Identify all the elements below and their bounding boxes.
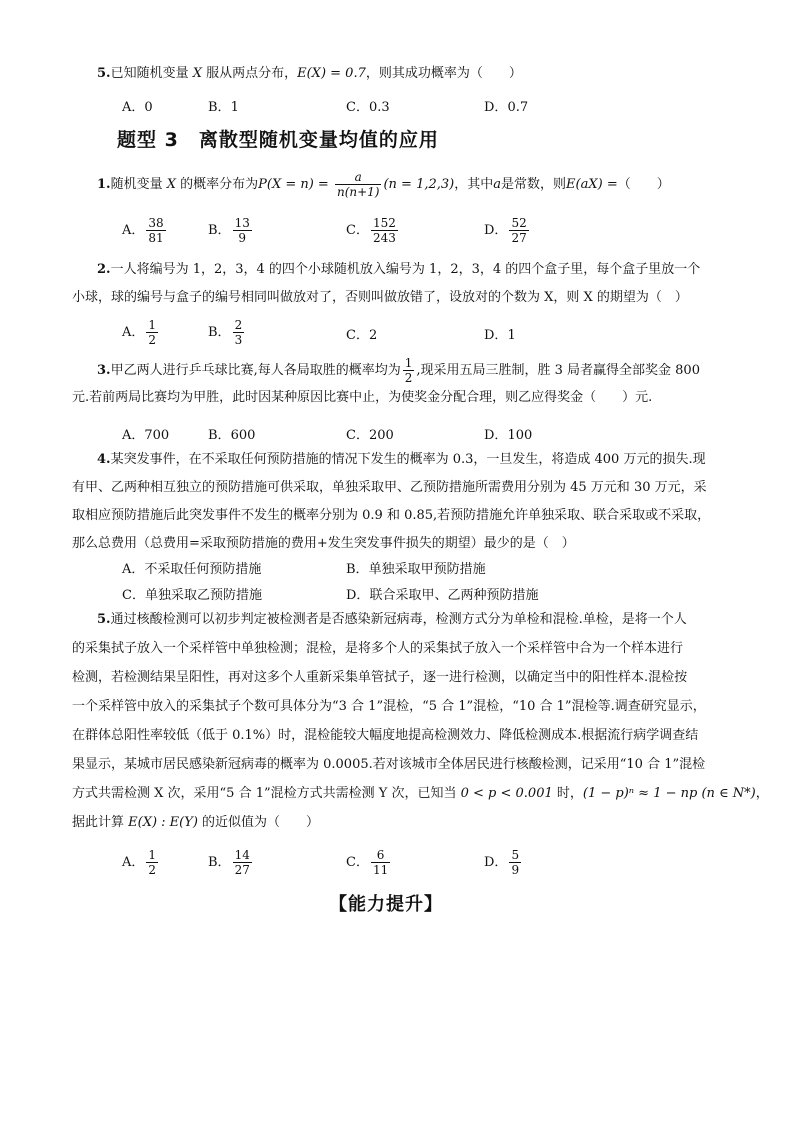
question-text: 一人将编号为 1，2，3，4 的四个小球随机放入编号为 1，2，3，4 的四个盒子里，每个盒子里放一个 — [110, 262, 701, 277]
fraction: $\frac{1}{2}$ — [404, 356, 413, 385]
question-text: 服从两点分布， — [201, 66, 298, 81]
question-5b — [72, 605, 769, 837]
option-c: C．单独采取乙预防措施 — [122, 588, 262, 603]
option-d: D．100 — [484, 428, 533, 443]
question-text: 检测，若检测结果呈阳性，再对这多个人重新采集单管拭子，逐一进行检测，以确定当中的阳性样本.混检按 — [72, 670, 688, 685]
question-number: 4. — [97, 452, 111, 467]
option-c: C．200 — [346, 428, 394, 443]
option-a: A．0 — [122, 100, 153, 115]
question-text: 那么总费用（总费用=采取预防措施的费用+发生突发事件损失的期望）最少的是（ ） — [72, 536, 575, 551]
question-number: 2. — [97, 262, 111, 277]
option-c: C．0.3 — [346, 100, 390, 115]
option-d: D． $\frac{5}{9}$ — [484, 848, 520, 877]
variable-x: X — [166, 177, 176, 192]
question-text: 的近似值为（ ） — [197, 815, 320, 830]
option-b: B． $\frac{13}{9}$ — [208, 216, 250, 245]
section-heading: 题型 3 离散型随机变量均值的应用 — [117, 129, 439, 151]
formula-right: (n = 1,2,3) — [383, 177, 455, 192]
option-c: C． $\frac{6}{11}$ — [346, 848, 389, 877]
question-text: 已知随机变量 — [110, 66, 193, 81]
option-a: A． $\frac{38}{81}$ — [122, 216, 164, 245]
option-d: D．联合采取甲、乙两种预防措施 — [346, 588, 539, 603]
formula: 0 < p < 0.001 — [460, 786, 553, 801]
question-text: 取相应预防措施后此突发事件不发生的概率分别为 0.9 和 0.85,若预防措施允许单独采取、联合采取或不采取， — [72, 508, 711, 523]
formula: E(X) = 0.7 — [297, 66, 366, 81]
question-text: 小球，球的编号与盒子的编号相同叫做放对了，否则叫做放错了，设放对的个数为 X，则 X 的期望为（ ） — [72, 290, 688, 305]
question-text: 的采集拭子放入一个采样管中单独检测；混检，是将多个人的采集拭子放入一个采样管中合为一个样本进行 — [72, 641, 684, 656]
formula-left: P(X = n) = — [258, 177, 333, 192]
question-text: 方式共需检测 X 次，采用“5 合 1”混检方式共需检测 Y 次，已知当 — [72, 786, 461, 801]
question-text: ，则其成功概率为（ ） — [365, 66, 522, 81]
option-c: C．2 — [346, 328, 378, 343]
question-1 — [97, 170, 670, 200]
option-b: B． $\frac{2}{3}$ — [208, 318, 243, 347]
option-d: D．1 — [484, 328, 516, 343]
variable-x: X — [192, 66, 202, 81]
option-b: B． $\frac{14}{27}$ — [208, 848, 250, 877]
question-text: ， — [755, 786, 769, 801]
option-b: B．600 — [208, 428, 256, 443]
question-number: 5. — [97, 612, 111, 627]
question-5a — [97, 60, 522, 88]
question-number: 1. — [97, 177, 111, 192]
formula: E(aX) — [566, 177, 603, 192]
question-3 — [72, 356, 737, 412]
question-number: 5. — [97, 66, 111, 81]
question-text: 果显示，某城市居民感染新冠病毒的概率为 0.0005.若对该城市全体居民进行核酸检测，记采用“10 合 1”混检 — [72, 757, 706, 772]
variable-a: a — [493, 177, 502, 192]
question-2 — [72, 256, 737, 312]
option-d: D． $\frac{52}{27}$ — [484, 216, 527, 245]
question-number: 3. — [97, 363, 111, 378]
question-text: 有甲、乙两种相互独立的预防措施可供采取，单独采取甲、乙预防措施所需费用分别为 45 万元和 30 万元，采 — [72, 480, 707, 495]
question-text: 的概率分布为 — [175, 177, 259, 192]
question-text: 通过核酸检测可以初步判定被检测者是否感染新冠病毒，检测方式分为单检和混检.单检，是将一个人 — [110, 612, 687, 627]
fraction: $\frac{a}{n(n+1)}$ — [336, 170, 380, 199]
question-text: 某突发事件，在不采取任何预防措施的情况下发生的概率为 0.3，一旦发生，将造成 400 万元的损失.现 — [110, 452, 706, 467]
option-a: A． $\frac{1}{2}$ — [122, 318, 157, 347]
question-4 — [72, 446, 737, 558]
question-text: =（ ） — [602, 177, 670, 192]
option-a: A．700 — [122, 428, 170, 443]
question-text: 一个采样管中放入的采集拭子个数可具体分为“3 合 1”混检，“5 合 1”混检，“10 合 1”混检等.调查研究显示， — [72, 699, 706, 714]
question-text: 时， — [552, 786, 583, 801]
question-text: 是常数，则 — [501, 177, 567, 192]
question-text: ，其中 — [454, 177, 494, 192]
option-a: A．不采取任何预防措施 — [122, 562, 262, 577]
question-text: 元.若前两局比赛均为甲胜，此时因某种原因比赛中止，为使奖金分配合理，则乙应得奖金（ ）元. — [72, 390, 653, 405]
option-b: B．单独采取甲预防措施 — [346, 562, 486, 577]
option-b: B．1 — [208, 100, 239, 115]
formula: E(X) : E(Y) — [128, 815, 198, 830]
question-text: 甲乙两人进行乒乓球比赛,每人各局取胜的概率均为 — [110, 363, 401, 378]
question-text: 随机变量 — [110, 177, 167, 192]
question-text: ,现采用五局三胜制，胜 3 局者赢得全部奖金 800 — [416, 363, 700, 378]
ability-improvement-heading: 【能力提升】 — [329, 894, 443, 915]
question-text: 在群体总阳性率较低（低于 0.1%）时，混检能较大幅度地提高检测效力、降低检测成本.根据流行病学调查结 — [72, 728, 699, 743]
option-a: A． $\frac{1}{2}$ — [122, 848, 157, 877]
option-d: D．0.7 — [484, 100, 529, 115]
question-text: 据此计算 — [72, 815, 129, 830]
formula: (1 − p)ⁿ ≈ 1 − np (n ∈ N*) — [582, 786, 756, 801]
option-c: C． $\frac{152}{243}$ — [346, 216, 396, 245]
